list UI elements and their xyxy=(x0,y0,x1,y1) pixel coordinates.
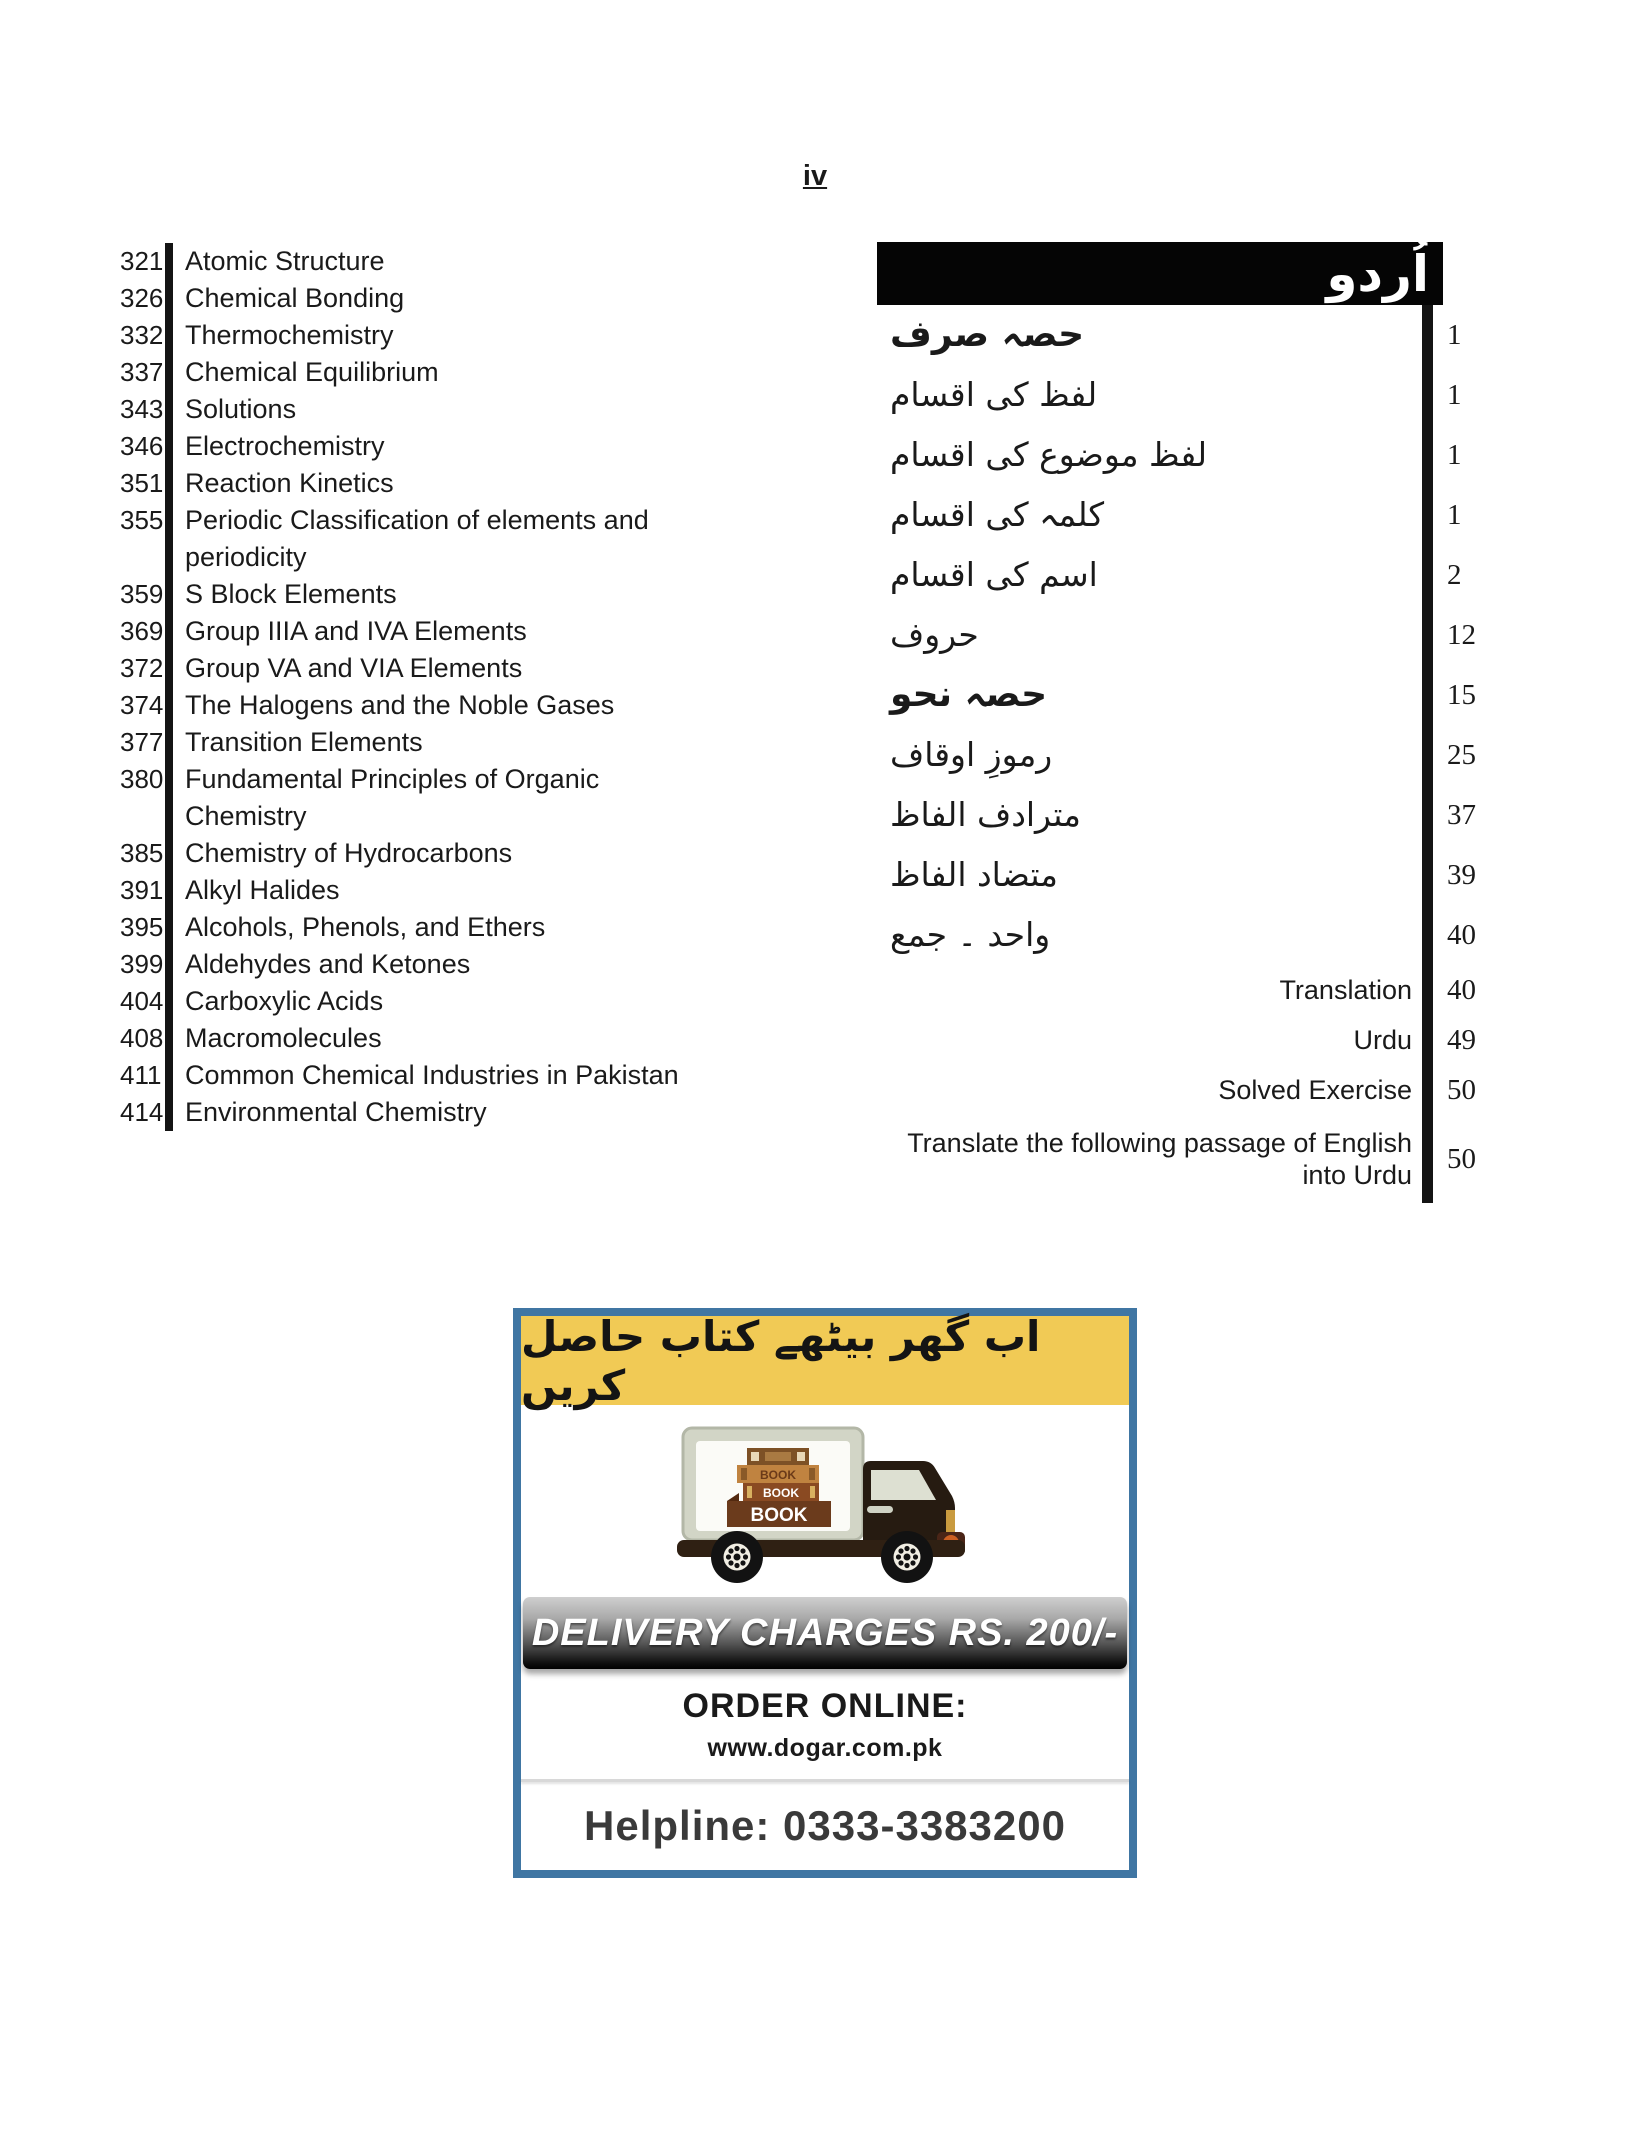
toc-entry xyxy=(890,1015,1490,1065)
toc-entry xyxy=(120,243,720,280)
toc-entry-page: 372 xyxy=(120,653,164,683)
toc-entry xyxy=(890,785,1490,845)
toc-entry xyxy=(890,1115,1490,1203)
toc-entry-page: 321 xyxy=(120,246,164,276)
toc-entry-page: 369 xyxy=(120,616,164,646)
toc-entry xyxy=(120,1020,720,1057)
toc-entry xyxy=(120,280,720,317)
toc-entry-title: متضاد الفاظ xyxy=(890,845,1433,905)
toc-entry xyxy=(120,761,720,835)
toc-entry-page: 15 xyxy=(1447,678,1476,711)
toc-entry xyxy=(890,845,1490,905)
toc-entry-page: 414 xyxy=(120,1097,164,1127)
page-number: iv xyxy=(802,160,828,192)
toc-entry-title: Group VA and VIA Elements xyxy=(165,650,522,687)
toc-entry-page: 399 xyxy=(120,949,164,979)
ad-delivery-charges-label: DELIVERY CHARGES RS. 200/- xyxy=(531,1611,1119,1654)
ad-helpline-section xyxy=(521,1782,1129,1870)
toc-entry xyxy=(120,317,720,354)
toc-entry-page: 377 xyxy=(120,727,164,757)
book-spine-label: BOOK xyxy=(760,1467,796,1482)
ad-order-online-label: ORDER ONLINE: xyxy=(682,1687,968,1725)
toc-entry-title: Urdu xyxy=(890,1015,1433,1065)
toc-entry-title: Alcohols, Phenols, and Ethers xyxy=(165,909,545,946)
toc-entry-title: اسم کی اقسام xyxy=(890,545,1433,605)
toc-entry xyxy=(890,965,1490,1015)
toc-entry-page: 343 xyxy=(120,394,164,424)
toc-entry xyxy=(890,665,1490,725)
toc-entry-title: Reaction Kinetics xyxy=(165,465,394,502)
toc-entry-title: حصہ نحو xyxy=(890,665,1433,725)
toc-entry-title: حصہ صرف xyxy=(890,305,1433,365)
toc-entry-page: 25 xyxy=(1447,738,1476,771)
book-spine-label: BOOK xyxy=(750,1504,808,1526)
toc-entry xyxy=(120,835,720,872)
toc-entry-title: Thermochemistry xyxy=(165,317,394,354)
toc-entry-title: Carboxylic Acids xyxy=(165,983,383,1020)
toc-entry-title: رموزِ اوقاف xyxy=(890,725,1433,785)
toc-entry-page: 411 xyxy=(120,1060,162,1090)
ad-website-url: www.dogar.com.pk xyxy=(707,1734,943,1762)
toc-entry xyxy=(890,545,1490,605)
toc-entry-title: S Block Elements xyxy=(165,576,397,613)
urdu-section-title: اُردو xyxy=(1326,244,1429,303)
toc-entry-title: Periodic Classification of elements and periodicity xyxy=(165,502,680,576)
chemistry-toc-list xyxy=(120,243,720,1131)
toc-entry-title: Common Chemical Industries in Pakistan xyxy=(165,1057,679,1094)
toc-entry xyxy=(120,687,720,724)
toc-entry xyxy=(890,725,1490,785)
truck-front-wheel xyxy=(881,1531,933,1583)
toc-entry-title: Group IIIA and IVA Elements xyxy=(165,613,527,650)
toc-entry-page: 1 xyxy=(1447,378,1462,411)
delivery-truck-illustration xyxy=(675,1414,975,1589)
toc-entry xyxy=(120,465,720,502)
urdu-section-banner xyxy=(877,242,1443,305)
urdu-toc-list xyxy=(890,305,1490,1203)
toc-entry-title: Chemical Equilibrium xyxy=(165,354,439,391)
toc-entry xyxy=(890,605,1490,665)
toc-entry-title: Electrochemistry xyxy=(165,428,385,465)
toc-entry-page: 49 xyxy=(1447,1023,1476,1056)
toc-entry xyxy=(890,905,1490,965)
toc-entry-title: Macromolecules xyxy=(165,1020,382,1057)
publisher-ad xyxy=(513,1308,1137,1878)
toc-entry xyxy=(120,1057,720,1094)
toc-entry-title: Translate the following passage of English into Urdu xyxy=(890,1115,1433,1203)
toc-entry-page: 355 xyxy=(120,505,164,535)
toc-entry-title: واحد ۔ جمع xyxy=(890,905,1433,965)
toc-entry xyxy=(120,724,720,761)
ad-helpline-number: Helpline: 0333-3383200 xyxy=(584,1802,1066,1849)
toc-entry-page: 346 xyxy=(120,431,164,461)
toc-entry-title: لفظ موضوع کی اقسام xyxy=(890,425,1433,485)
toc-entry-page: 40 xyxy=(1447,918,1476,951)
toc-entry-page: 391 xyxy=(120,875,164,905)
toc-entry-page: 50 xyxy=(1447,1073,1476,1106)
toc-entry-title: The Halogens and the Noble Gases xyxy=(165,687,614,724)
toc-entry xyxy=(120,391,720,428)
toc-entry xyxy=(120,354,720,391)
truck-door-handle xyxy=(867,1506,893,1513)
toc-entry-page: 39 xyxy=(1447,858,1476,891)
toc-entry-title: Solved Exercise xyxy=(890,1065,1433,1115)
toc-entry-title: مترادف الفاظ xyxy=(890,785,1433,845)
toc-entry-title: Aldehydes and Ketones xyxy=(165,946,470,983)
toc-entry-page: 337 xyxy=(120,357,164,387)
toc-entry-page: 50 xyxy=(1447,1142,1476,1175)
toc-entry-page: 1 xyxy=(1447,438,1462,471)
ad-truck-area xyxy=(521,1405,1129,1597)
toc-entry-title: Transition Elements xyxy=(165,724,423,761)
toc-entry xyxy=(890,365,1490,425)
toc-entry-title: کلمہ کی اقسام xyxy=(890,485,1433,545)
toc-entry-page: 380 xyxy=(120,764,164,794)
toc-entry-page: 332 xyxy=(120,320,164,350)
toc-entry-page: 1 xyxy=(1447,498,1462,531)
toc-entry-title: Fundamental Principles of Organic Chemistry xyxy=(165,761,680,835)
toc-entry xyxy=(120,909,720,946)
toc-entry-page: 395 xyxy=(120,912,164,942)
toc-entry-title: حروف xyxy=(890,605,1433,665)
toc-entry-title: Chemistry of Hydrocarbons xyxy=(165,835,512,872)
toc-entry-title: Solutions xyxy=(165,391,296,428)
book-spine-label: BOOK xyxy=(763,1485,799,1500)
toc-entry xyxy=(120,650,720,687)
toc-entry-title: لفظ کی اقسام xyxy=(890,365,1433,425)
toc-entry-page: 359 xyxy=(120,579,164,609)
toc-entry-page: 12 xyxy=(1447,618,1476,651)
toc-entry-title: Chemical Bonding xyxy=(165,280,404,317)
toc-entry-page: 404 xyxy=(120,986,164,1016)
toc-entry-page: 40 xyxy=(1447,973,1476,1006)
toc-entry-title: Translation xyxy=(890,965,1433,1015)
toc-entry-page: 374 xyxy=(120,690,164,720)
toc-entry-title: Alkyl Halides xyxy=(165,872,340,909)
truck-rear-wheel xyxy=(711,1531,763,1583)
toc-entry xyxy=(890,1065,1490,1115)
ad-order-online-section xyxy=(521,1669,1129,1763)
toc-entry-title: Atomic Structure xyxy=(165,243,385,280)
ad-urdu-headline: اب گھر بیٹھے کتاب حاصل کریں xyxy=(521,1311,1041,1410)
ad-delivery-charges-band xyxy=(523,1597,1127,1669)
toc-entry xyxy=(890,485,1490,545)
toc-entry xyxy=(120,502,720,576)
toc-entry xyxy=(120,613,720,650)
toc-entry-title: Environmental Chemistry xyxy=(165,1094,487,1131)
toc-entry-page: 37 xyxy=(1447,798,1476,831)
toc-entry xyxy=(120,983,720,1020)
toc-entry-page: 1 xyxy=(1447,318,1462,351)
truck-headlight xyxy=(946,1510,955,1533)
toc-entry xyxy=(120,576,720,613)
toc-entry xyxy=(120,428,720,465)
toc-entry-page: 326 xyxy=(120,283,164,313)
toc-entry xyxy=(890,305,1490,365)
toc-entry-page: 385 xyxy=(120,838,164,868)
toc-entry xyxy=(120,946,720,983)
toc-entry xyxy=(890,425,1490,485)
toc-entry-page: 408 xyxy=(120,1023,164,1053)
toc-entry-page: 351 xyxy=(120,468,164,498)
ad-urdu-headline-banner xyxy=(521,1311,1129,1410)
toc-entry xyxy=(120,872,720,909)
toc-entry-page: 2 xyxy=(1447,558,1462,591)
toc-entry xyxy=(120,1094,720,1131)
